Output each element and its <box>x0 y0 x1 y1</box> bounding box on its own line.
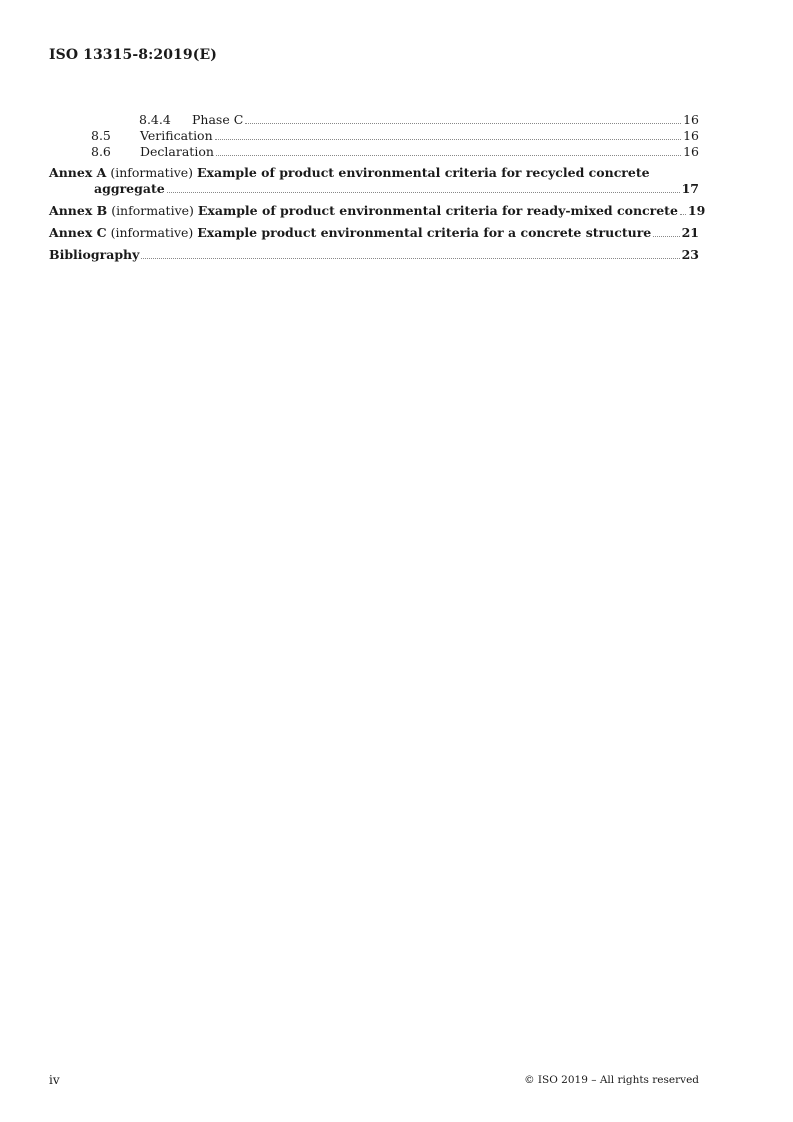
toc-entry-page: 16 <box>683 128 699 143</box>
toc-entry-8-4-4[interactable] <box>49 112 699 128</box>
toc-entry-page: 19 <box>687 203 706 218</box>
dot-leader <box>653 236 679 237</box>
dot-leader <box>141 258 679 259</box>
dot-leader <box>215 139 681 140</box>
copyright-notice: © ISO 2019 – All rights reserved <box>524 1074 699 1086</box>
annex-title-continued: aggregate <box>94 181 165 196</box>
toc-entry-page: 16 <box>683 144 699 159</box>
annex-title: Example product environmental criteria for a concrete structure <box>197 225 652 240</box>
table-of-contents <box>49 112 706 263</box>
toc-entry-number: 8.6 <box>91 144 111 159</box>
toc-entry-annex-b[interactable] <box>49 203 706 219</box>
annex-title: Example of product environmental criteria for recycled concrete <box>197 165 650 180</box>
page-number: iv <box>49 1073 60 1087</box>
toc-entry-title: Verification <box>140 128 213 143</box>
dot-leader <box>245 123 681 124</box>
toc-entry-number: 8.5 <box>91 128 111 143</box>
toc-entry-title: Declaration <box>140 144 214 159</box>
annex-kind: (informative) <box>110 165 194 180</box>
toc-entry-page: 16 <box>683 112 699 127</box>
toc-entry-8-5[interactable] <box>49 128 699 144</box>
toc-entry-8-6[interactable] <box>49 144 699 160</box>
annex-kind: (informative) <box>110 225 194 240</box>
annex-prefix: Annex A <box>49 165 107 180</box>
toc-entry-annex-c[interactable] <box>49 225 699 241</box>
bibliography-title: Bibliography <box>49 247 140 262</box>
toc-entry-page: 17 <box>681 181 699 196</box>
toc-entry-number: 8.4.4 <box>139 112 171 127</box>
toc-entry-title: Phase C <box>192 112 244 127</box>
annex-kind: (informative) <box>111 203 194 218</box>
annex-prefix: Annex C <box>49 225 107 240</box>
annex-prefix: Annex B <box>49 203 108 218</box>
dot-leader <box>167 192 680 193</box>
toc-entry-annex-a[interactable] <box>49 165 699 197</box>
dot-leader <box>216 155 681 156</box>
toc-entry-bibliography[interactable] <box>49 247 699 263</box>
dot-leader <box>680 214 686 215</box>
annex-title: Example of product environmental criteria for ready-mixed concrete <box>197 203 678 218</box>
toc-entry-page: 23 <box>681 247 699 262</box>
toc-entry-page: 21 <box>681 225 699 240</box>
document-id: ISO 13315-8:2019(E) <box>49 47 217 63</box>
